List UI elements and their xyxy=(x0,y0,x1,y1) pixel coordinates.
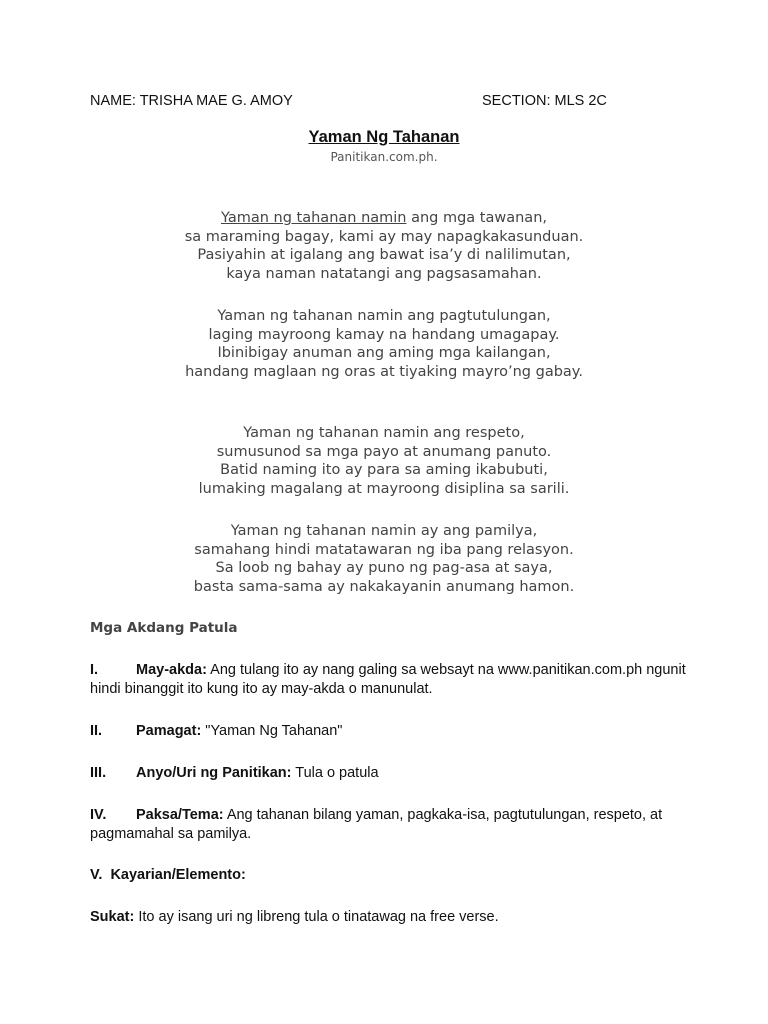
poem-line: Yaman ng tahanan namin ang pagtutulungan, xyxy=(217,308,551,324)
stanza-3 xyxy=(0,424,768,498)
item-text: Ang tahanan bilang yaman, pagkaka-isa, pagtutulungan, respeto, at pagmamahal sa pamilya. xyxy=(90,807,663,842)
item-text: Ang tulang ito ay nang galing sa websayt na www.panitikan.com.ph ngunit hindi binanggit ito kung ito ay may-akda o manunulat. xyxy=(90,662,686,697)
analysis-item-structure xyxy=(90,866,690,885)
poem-line: Sa loob ng bahay ay puno ng pag-asa at saya, xyxy=(215,560,553,576)
item-number: III. xyxy=(90,765,107,781)
item-number: I. xyxy=(90,662,99,678)
poem-line: lumaking magalang at mayroong disiplina sa sarili. xyxy=(198,480,570,497)
line-rest: ang mga tawanan, xyxy=(406,210,547,226)
poem-line: laging mayroong kamay na handang umagapay. xyxy=(208,326,560,343)
analysis-item-title xyxy=(90,722,690,741)
item-label: May-akda: xyxy=(136,662,207,678)
analysis-item-theme xyxy=(90,806,690,844)
item-label: Paksa/Tema: xyxy=(136,807,224,823)
poem-line: Yaman ng tahanan namin ang respeto, xyxy=(243,425,525,441)
poem-line: sumusunod sa mga payo at anumang panuto. xyxy=(216,443,552,460)
student-name: NAME: TRISHA MAE G. AMOY xyxy=(90,93,293,109)
poem-line: Batid naming ito ay para sa aming ikabubuti, xyxy=(220,462,548,478)
item-number: V. xyxy=(90,867,103,883)
stanza-4 xyxy=(0,522,768,596)
item-number: IV. xyxy=(90,807,107,823)
analysis-item-author xyxy=(90,661,690,699)
poem-title: Yaman Ng Tahanan xyxy=(308,128,460,146)
item-text: "Yaman Ng Tahanan" xyxy=(201,723,343,739)
analysis-item-form xyxy=(90,764,690,783)
item-text: Ito ay isang uri ng libreng tula o tinatawag na free verse. xyxy=(134,909,499,925)
item-label: Pamagat: xyxy=(136,723,202,739)
section-heading: Mga Akdang Patula xyxy=(90,620,238,636)
poem-line: Yaman ng tahanan namin ay ang pamilya, xyxy=(230,523,538,539)
item-label: Kayarian/Elemento: xyxy=(110,867,246,883)
item-number: II. xyxy=(90,723,103,739)
poem-source: Panitikan.com.ph. xyxy=(330,150,438,164)
student-section: SECTION: MLS 2C xyxy=(482,93,607,109)
item-text: Tula o patula xyxy=(291,765,379,781)
item-label: Sukat: xyxy=(90,909,135,925)
poem-line: kaya naman natatangi ang pagsasamahan. xyxy=(226,265,542,282)
poem-line: samahang hindi matatawaran ng iba pang relasyon. xyxy=(194,541,574,558)
poem-line xyxy=(0,209,768,228)
poem-line: basta sama-sama ay nakakayanin anumang hamon. xyxy=(193,578,575,595)
stanza-2 xyxy=(0,307,768,381)
item-label: Anyo/Uri ng Panitikan: xyxy=(136,765,292,781)
underlined-phrase: Yaman ng tahanan namin xyxy=(220,210,407,226)
poem-line: Pasiyahin at igalang ang bawat isa’y di nalilimutan, xyxy=(197,247,571,263)
poem-line: Ibinibigay anuman ang aming mga kailangan, xyxy=(217,345,551,361)
analysis-item-meter xyxy=(90,908,690,927)
stanza-1 xyxy=(0,209,768,283)
poem-line: handang maglaan ng oras at tiyaking mayro’ng gabay. xyxy=(185,363,583,380)
poem-line: sa maraming bagay, kami ay may napagkakasunduan. xyxy=(184,228,584,245)
